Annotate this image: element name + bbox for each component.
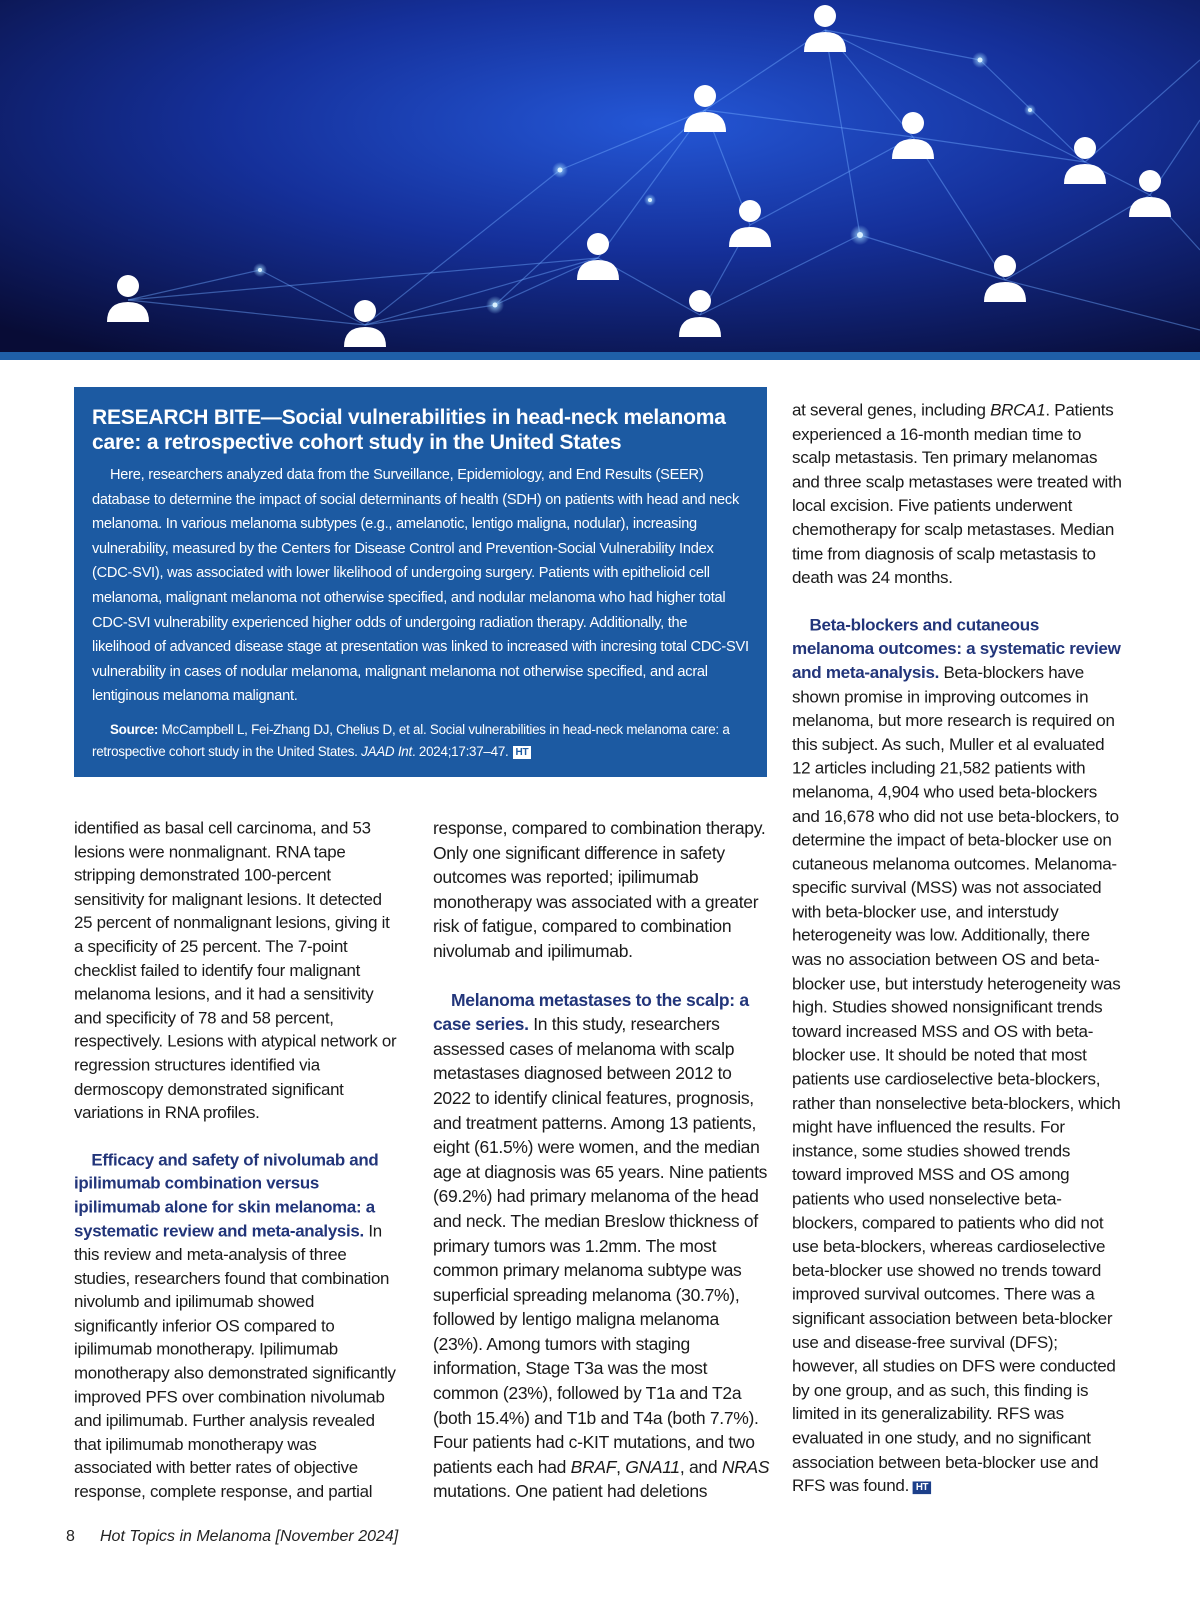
col2-section-heading: Melanoma metastases to the scalp: a case series. bbox=[433, 989, 749, 1035]
column-2 bbox=[433, 816, 773, 1504]
col3-text: at several genes, including bbox=[792, 399, 991, 420]
separator: , bbox=[616, 1456, 626, 1477]
publication-title: Hot Topics in Melanoma [November 2024] bbox=[100, 1528, 399, 1545]
col2-section-body: In this study, researchers assessed cases of melanoma with scalp metastases diagnosed between 2012 to 2022 to identify clinical features, prognosis, and treatment patterns. Among 13 patients, eight (61.5%) were women, and the median age at diagnosis was 65 years. Nine patients (69.2%) had primary melanoma of the head and neck. The median Breslow thickness of primary tumors was 1.2mm. The most common primary melanoma subtype was superficial spreading melanoma (30.7%), followed by lentigo maligna melanoma (23%). Among tumors with staging information, Stage T3a was the most common (23%), followed by T1a and T2a (both 15.4%) and T1b and T4a (both 7.7%). Four patients had c-KIT mutations, and two patients each had bbox=[433, 1014, 768, 1477]
network-illustration bbox=[0, 0, 1200, 352]
separator: , and bbox=[679, 1456, 722, 1477]
ht-badge: HT bbox=[513, 746, 532, 759]
col2-paragraph-1: response, compared to combination therapy. Only one significant difference in safety outcomes was reported; ipilimumab monotherapy was associated with a greater risk of fatigue, compared to combination nivolumab and ipilimumab. bbox=[433, 818, 766, 961]
gene-braf: BRAF bbox=[570, 1456, 617, 1477]
ht-end-badge: HT bbox=[913, 1482, 931, 1495]
gene-gna11: GNA11 bbox=[625, 1456, 680, 1477]
col1-paragraph-1: identified as basal cell carcinoma, and 53 lesions were nonmalignant. RNA tape stripping demonstrated 100-percent sensitivity for malignant lesions. It detected 25 percent of nonmalignant lesions, giving it a specificity of 25 percent. The 7-point checklist failed to identify four malignant melanoma lesions, and it had a sensitivity and specificity of 78 and 58 percent, respectively. Lesions with atypical network or regression structures identified via dermoscopy demonstrated significant variations in RNA profiles. bbox=[74, 817, 397, 1123]
research-bite-box bbox=[74, 387, 767, 777]
page-number: 8 bbox=[66, 1528, 75, 1545]
col3-paragraph-2 bbox=[792, 613, 1123, 1498]
source-journal: JAAD Int bbox=[361, 743, 412, 759]
col3-text: . Patients experienced a 16-month median time to scalp metastasis. Ten primary melanomas and three scalp metastases were treated with local excision. Five patients underwent chemotherapy for scalp metastases. Median time from diagnosis of scalp metastasis to death was 24 months. bbox=[792, 399, 1122, 587]
col3-section-heading: Beta-blockers and cutaneous melanoma outcomes: a systematic review and meta-analysis. bbox=[792, 614, 1121, 682]
research-bite-source bbox=[92, 719, 749, 763]
col1-paragraph-2 bbox=[74, 1148, 398, 1504]
col2-section-tail: mutations. One patient had deletions bbox=[433, 1481, 708, 1502]
col1-section-heading: Efficacy and safety of nivolumab and ipilimumab combination versus ipilimumab alone for skin melanoma: a systematic review and meta-analysis. bbox=[74, 1149, 379, 1241]
column-1 bbox=[74, 816, 398, 1504]
page-footer bbox=[66, 1528, 398, 1546]
gene-nras: NRAS bbox=[721, 1456, 770, 1477]
col3-paragraph-1 bbox=[792, 398, 1123, 589]
gene-brca1: BRCA1 bbox=[990, 399, 1046, 420]
hero-network-image bbox=[0, 0, 1200, 352]
col2-paragraph-2 bbox=[433, 988, 773, 1504]
hero-divider-bar bbox=[0, 352, 1200, 360]
source-label: Source: bbox=[110, 721, 159, 737]
research-bite-body: Here, researchers analyzed data from the Surveillance, Epidemiology, and End Results (SEER) database to determine the impact of social determinants of health (SDH) on patients with head and neck melanoma. In various melanoma subtypes (e.g., amelanotic, lentigo maligna, nodular), increasing vulnerability, measured by the Centers for Disease Control and Prevention-Social Vulnerability Index (CDC-SVI), was associated with lower likelihood of undergoing surgery. Patients with epithelioid cell melanoma, malignant melanoma not otherwise specified, and nodular melanoma who had higher total CDC-SVI vulnerability experienced higher odds of undergoing radiation therapy. Additionally, the likelihood of advanced disease stage at presentation was linked to increased with incresing total CDC-SVI vulnerability in cases of nodular melanoma, malignant melanoma not otherwise specified, and acral lentiginous melanoma malignant. bbox=[92, 467, 749, 705]
col3-section-body: Beta-blockers have shown promise in improving outcomes in melanoma, but more research is required on this subject. As such, Muller et al evaluated 12 articles including 21,582 patients with melanoma, 4,904 who used beta-blockers and 16,678 who did not use beta-blockers, to determine the impact of beta-blocker use on cutaneous melanoma outcomes. Melanoma-specific survival (MSS) was not associated with beta-blocker use, and interstudy heterogeneity was low. Additionally, there was no association between OS and beta-blocker use, but interstudy heterogeneity was high. Studies showed nonsignificant trends toward increased MSS and OS with beta-blocker use. It should be noted that most patients use cardioselective beta-blockers, rather than nonselective beta-blockers, which might have influenced the results. For instance, some studies showed trends toward improved MSS and OS among patients who used nonselective beta-blockers, compared to patients who did not use beta-blockers, whereas cardioselective beta-blocker use showed no trends toward improved survival outcomes. There was a significant association between beta-blocker use and disease-free survival (DFS); however, all studies on DFS were conducted by one group, and as such, this finding is limited in its generalizability. RFS was evaluated in one study, and no significant association between beta-blocker use and RFS was found. bbox=[792, 662, 1121, 1496]
column-3 bbox=[792, 398, 1123, 1498]
research-bite-title: RESEARCH BITE—Social vulnerabilities in head-neck melanoma care: a retrospective cohort study in the United States bbox=[92, 406, 726, 454]
source-citation-tail: . 2024;17:37–47. bbox=[411, 743, 509, 759]
col1-section-body: In this review and meta-analysis of three studies, researchers found that combination nivolumb and ipilimumab showed significantly inferior OS compared to ipilimumab monotherapy. Ipilimumab monotherapy also demonstrated significantly improved PFS over combination nivolumab and ipilimumab. Further analysis revealed that ipilimumab monotherapy was associated with better rates of objective response, complete response, and partial bbox=[74, 1220, 396, 1502]
source-citation: McCampbell L, Fei-Zhang DJ, Chelius D, et al. Social vulnerabilities in head-neck melanoma care: a retrospective cohort study in the United States. bbox=[92, 721, 730, 759]
